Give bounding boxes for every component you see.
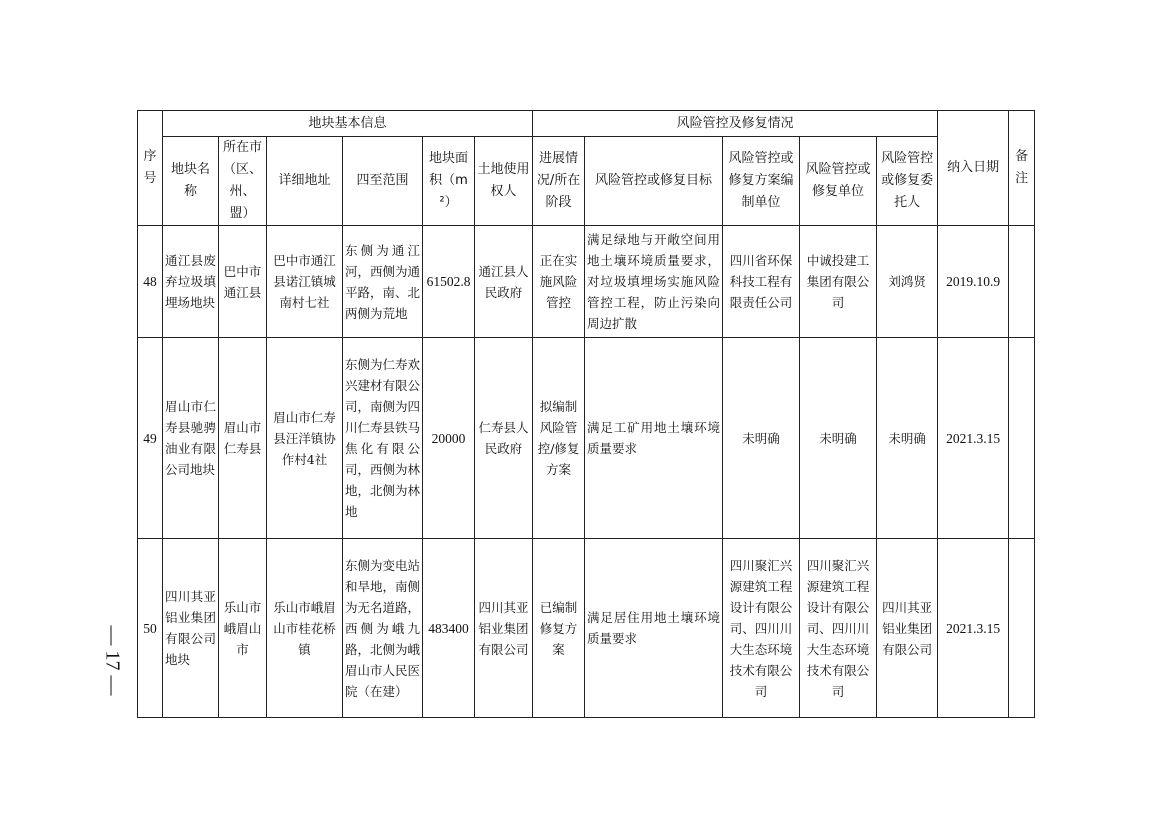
cell-area: 483400: [423, 539, 475, 718]
cell-remark: [1009, 338, 1035, 539]
cell-boundary: 东侧为通江河，西侧为通平路，南、北两侧为荒地: [343, 226, 423, 338]
header-repair-unit: 风险管控或修复单位: [800, 137, 877, 226]
cell-seq: 48: [138, 226, 163, 338]
table-row: [138, 338, 1035, 539]
cell-seq: 50: [138, 539, 163, 718]
header-seq: 序号: [138, 111, 163, 226]
cell-city: 眉山市仁寿县: [219, 338, 267, 539]
cell-entrustor: 刘鸿贤: [877, 226, 938, 338]
header-name: 地块名称: [163, 137, 219, 226]
cell-owner: 通江县人民政府: [475, 226, 533, 338]
cell-entrustor: 四川其亚铝业集团有限公司: [877, 539, 938, 718]
cell-repair-unit: 四川聚汇兴源建筑工程设计有限公司、四川川大生态环境技术有限公司: [800, 539, 877, 718]
cell-name: 四川其亚铝业集团有限公司地块: [163, 539, 219, 718]
cell-address: 巴中市通江县诺江镇城南村七社: [267, 226, 343, 338]
cell-name: 眉山市仁寿县驰骋油业有限公司地块: [163, 338, 219, 539]
cell-name: 通江县废弃垃圾填埋场地块: [163, 226, 219, 338]
page-number-text: — 17 —: [101, 625, 124, 695]
page-number: [100, 620, 124, 700]
group-header-risk-control: 风险管控及修复情况: [533, 111, 938, 137]
cell-stage: 拟编制风险管控/修复方案: [533, 338, 585, 539]
cell-entrustor: 未明确: [877, 338, 938, 539]
header-address: 详细地址: [267, 137, 343, 226]
header-plan-unit: 风险管控或修复方案编制单位: [723, 137, 800, 226]
cell-stage: 正在实施风险管控: [533, 226, 585, 338]
header-remark: 备注: [1009, 111, 1035, 226]
cell-goal: 满足绿地与开敞空间用地土壤环境质量要求，对垃圾填埋场实施风险管控工程，防止污染向周边扩散: [585, 226, 723, 338]
cell-address: 乐山市峨眉山市桂花桥镇: [267, 539, 343, 718]
cell-owner: 四川其亚铝业集团有限公司: [475, 539, 533, 718]
cell-plan-unit: 四川省环保科技工程有限责任公司: [723, 226, 800, 338]
table-row: [138, 539, 1035, 718]
header-goal: 风险管控或修复目标: [585, 137, 723, 226]
cell-boundary: 东侧为变电站和旱地，南侧为无名道路，西侧为峨九路，北侧为峨眉山市人民医院（在建）: [343, 539, 423, 718]
cell-remark: [1009, 226, 1035, 338]
cell-boundary: 东侧为仁寿欢兴建材有限公司，南侧为四川仁寿县铁马焦化有限公司，西侧为林地，北侧为林地: [343, 338, 423, 539]
cell-repair-unit: 未明确: [800, 338, 877, 539]
header-date: 纳入日期: [938, 111, 1009, 226]
header-owner: 土地使用权人: [475, 137, 533, 226]
cell-plan-unit: 未明确: [723, 338, 800, 539]
cell-date: 2021.3.15: [938, 338, 1009, 539]
cell-goal: 满足工矿用地土壤环境质量要求: [585, 338, 723, 539]
group-header-basic-info: 地块基本信息: [163, 111, 533, 137]
cell-seq: 49: [138, 338, 163, 539]
cell-address: 眉山市仁寿县汪洋镇协作村4社: [267, 338, 343, 539]
header-stage: 进展情况/所在阶段: [533, 137, 585, 226]
header-entrustor: 风险管控或修复委托人: [877, 137, 938, 226]
table-row: [138, 226, 1035, 338]
header-area: 地块面积（m²）: [423, 137, 475, 226]
contaminated-site-table: [137, 110, 1035, 718]
cell-city: 巴中市通江县: [219, 226, 267, 338]
header-boundary: 四至范围: [343, 137, 423, 226]
cell-date: 2021.3.15: [938, 539, 1009, 718]
cell-date: 2019.10.9: [938, 226, 1009, 338]
header-city: 所在市（区、州、盟）: [219, 137, 267, 226]
cell-plan-unit: 四川聚汇兴源建筑工程设计有限公司、四川川大生态环境技术有限公司: [723, 539, 800, 718]
cell-repair-unit: 中诚投建工集团有限公司: [800, 226, 877, 338]
cell-goal: 满足居住用地土壤环境质量要求: [585, 539, 723, 718]
cell-area: 61502.8: [423, 226, 475, 338]
cell-owner: 仁寿县人民政府: [475, 338, 533, 539]
cell-remark: [1009, 539, 1035, 718]
cell-city: 乐山市峨眉山市: [219, 539, 267, 718]
cell-area: 20000: [423, 338, 475, 539]
cell-stage: 已编制修复方案: [533, 539, 585, 718]
